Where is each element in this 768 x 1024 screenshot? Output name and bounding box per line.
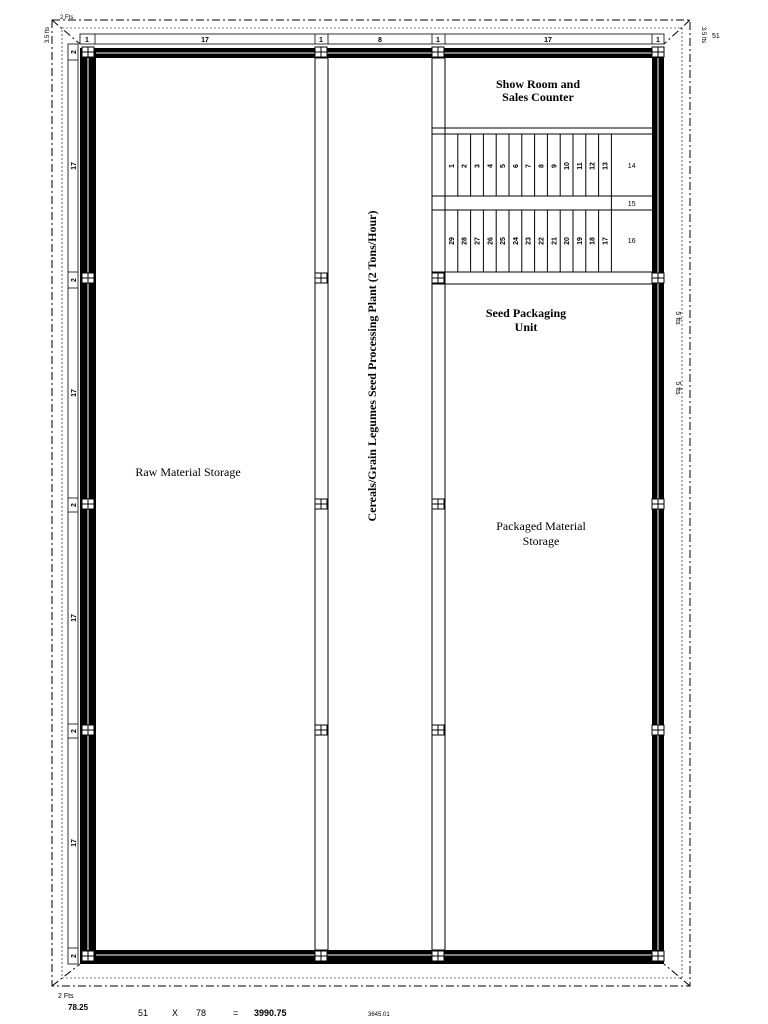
stall-number-top-12: 13	[602, 162, 610, 170]
dim-left-5: 2	[71, 503, 78, 507]
column-mark-18	[652, 499, 664, 509]
column-mark-5	[82, 951, 94, 961]
showroom-label-line1: Show Room and	[495, 77, 581, 91]
dim-left-8: 17	[71, 839, 78, 847]
column-mark-16	[652, 47, 664, 57]
dim-left-1: 2	[71, 50, 78, 54]
right-margin-label-a: 5 fts	[674, 311, 681, 325]
dim-top-5: 1	[436, 37, 440, 44]
dim-left-9: 2	[71, 954, 78, 958]
stall-number-bottom-2: 27	[474, 237, 482, 245]
column-mark-6	[315, 47, 327, 57]
footer-area: 3990.75	[254, 1008, 287, 1018]
column-mark-15	[432, 951, 444, 961]
stall-number-top-11: 12	[589, 162, 597, 170]
column-mark-1	[82, 47, 94, 57]
footer-total-length: 78.25	[68, 1003, 89, 1012]
column-mark-11	[432, 47, 444, 57]
dim-top-4: 8	[378, 37, 382, 44]
stall-number-top-10: 11	[576, 162, 584, 170]
stall-number-16: 16	[627, 238, 636, 245]
stall-dividers	[445, 134, 611, 272]
footer-length: 78	[196, 1008, 207, 1018]
processing-plant-label: Cereals/Grain Legumes Seed Processing Plant (2 Tons/Hour)	[365, 210, 379, 522]
packaging-unit-label-line1: Seed Packaging	[485, 306, 567, 320]
column-mark-9	[315, 725, 327, 735]
stall-number-bottom-8: 21	[551, 237, 559, 245]
stall-numbers	[449, 162, 636, 245]
stall-number-bottom-3: 26	[487, 237, 495, 245]
stall-number-bottom-7: 22	[538, 237, 546, 245]
packaged-storage-label-line2: Storage	[522, 534, 560, 548]
margin-side-right-label: 3.5 fts	[700, 26, 706, 44]
stall-number-bottom-6: 23	[525, 237, 533, 245]
dim-top-6: 17	[544, 37, 552, 44]
stall-number-bottom-5: 24	[512, 237, 520, 245]
column-walls	[315, 58, 445, 950]
margin-top-left-label: 2 Fts	[60, 15, 74, 21]
stall-number-top-3: 4	[487, 164, 495, 168]
column-mark-20	[652, 951, 664, 961]
dim-top-7: 1	[656, 37, 660, 44]
top-dimension-strip	[80, 34, 664, 44]
stall-number-bottom-1: 28	[461, 237, 469, 245]
stall-number-top-6: 7	[525, 164, 533, 168]
column-mark-13	[432, 499, 444, 509]
stall-number-top-5: 6	[512, 164, 520, 168]
dim-top-3: 1	[319, 37, 323, 44]
column-mark-4	[82, 725, 94, 735]
raw-material-storage-label: Raw Material Storage	[135, 465, 241, 479]
footer-other-value: 3645.01	[368, 1012, 390, 1018]
dim-left-6: 17	[71, 614, 78, 622]
column-mark-8	[315, 499, 327, 509]
stall-number-14: 14	[627, 163, 636, 170]
showroom-label-line2: Sales Counter	[502, 90, 574, 104]
column-mark-17	[652, 273, 664, 283]
stall-number-top-2: 3	[474, 164, 482, 168]
column-mark-10	[315, 951, 327, 961]
stall-number-15: 15	[627, 201, 636, 208]
dim-left-7: 2	[71, 729, 78, 733]
column-mark-3	[82, 499, 94, 509]
column-mark-2	[82, 273, 94, 283]
stall-number-top-9: 10	[564, 162, 572, 170]
stall-number-bottom-10: 19	[576, 237, 584, 245]
packaged-storage-label-line1: Packaged Material	[496, 519, 586, 533]
total-width-label: 51	[712, 33, 720, 40]
footer-width: 51	[138, 1008, 149, 1018]
stall-number-top-0: 1	[448, 164, 456, 168]
stall-number-top-7: 8	[538, 164, 546, 168]
stall-number-top-8: 9	[551, 164, 559, 168]
stall-number-bottom-0: 29	[448, 237, 456, 245]
column-mark-12	[432, 273, 444, 283]
column-mark-19	[652, 725, 664, 735]
stall-number-top-1: 2	[461, 164, 469, 168]
column-mark-14	[432, 725, 444, 735]
stall-block	[432, 128, 652, 284]
stall-number-bottom-12: 17	[602, 237, 610, 245]
stall-number-bottom-11: 18	[589, 237, 597, 245]
column-mark-7	[315, 273, 327, 283]
dim-left-4: 17	[71, 389, 78, 397]
dim-top-1: 1	[85, 37, 89, 44]
packaging-unit-label-line2: Unit	[514, 320, 538, 334]
dim-left-2: 17	[71, 162, 78, 170]
margin-bottom-left-label: 2 Fts	[58, 993, 74, 1000]
stall-number-bottom-4: 25	[500, 237, 508, 245]
footer-times: X	[172, 1008, 179, 1018]
stall-number-top-4: 5	[500, 164, 508, 168]
right-margin-label-b: 5 fts	[674, 381, 681, 395]
stall-number-bottom-9: 20	[564, 237, 572, 245]
footer-equals: =	[233, 1008, 239, 1018]
margin-side-left-label: 3.5 fts	[45, 26, 51, 44]
dim-left-3: 2	[71, 278, 78, 282]
dim-top-2: 17	[201, 37, 209, 44]
